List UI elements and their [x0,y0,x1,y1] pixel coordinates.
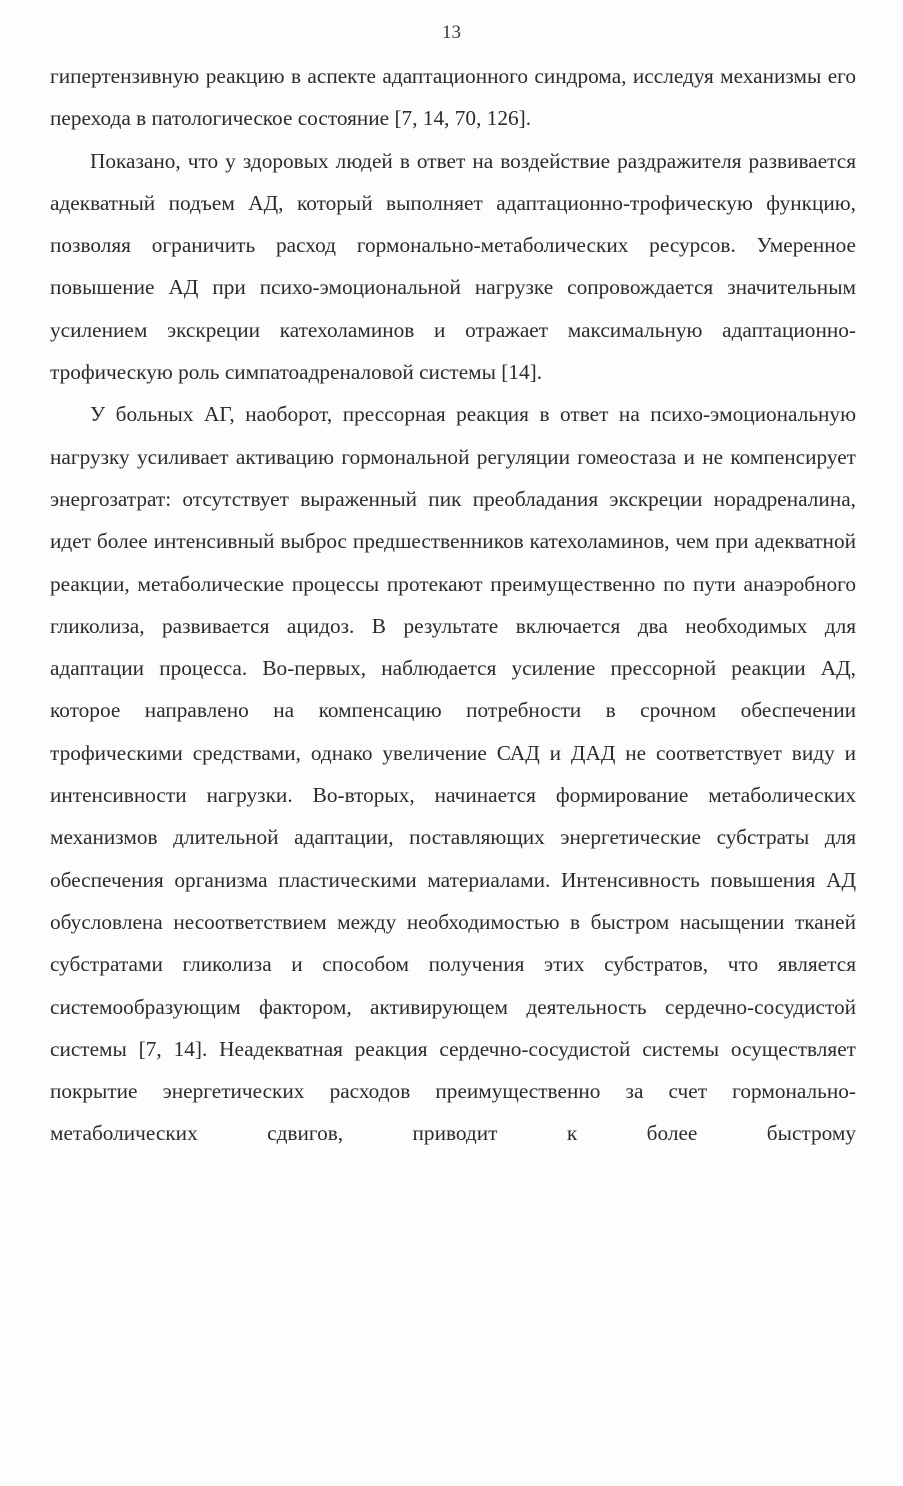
paragraph-hypertension-response: У больных АГ, наоборот, прессорная реакция в ответ на психо-эмоциональную нагрузку усиливает активацию гормональной регуляции гомеостаза и не компенсирует энергозатрат: отсутствует выраженный пик преобладания экскреции норадреналина, идет более интенсивный выброс предшественников катехоламинов, чем при адекватной реакции, метаболические процессы протекают преимущественно по пути анаэробного гликолиза, развивается ацидоз. В результате включается два необходимых для адаптации процесса. Во-первых, наблюдается усиление прессорной реакции АД, которое направлено на компенсацию потребности в срочном обеспечении трофическими средствами, однако увеличение САД и ДАД не соответствует виду и интенсивности нагрузки. Во-вторых, начинается формирование метаболических механизмов длительной адаптации, поставляющих энергетические субстраты для обеспечения организма пластическими материалами. Интенсивность повышения АД обусловлена несоответствием между необходимостью в быстром насыщении тканей субстратами гликолиза и способом получения этих субстратов, что является системообразующим фактором, активирующем деятельность сердечно-сосудистой системы [7, 14]. Неадекватная реакция сердечно-сосудистой системы осуществляет покрытие энергетических расходов преимущественно за счет гормонально-метаболических сдвигов, приводит к более быстрому [50,402,856,1146]
paragraph-healthy-response: Показано, что у здоровых людей в ответ на воздействие раздражителя развивается адекватный подъем АД, который выполняет адаптационно-трофическую функцию, позволяя ограничить расход гормонально-метаболических ресурсов. Умеренное повышение АД при психо-эмоциональной нагрузке сопровождается значительным усилением экскреции катехоламинов и отражает максимальную адаптационно-трофическую роль симпатоадреналовой системы [14]. [50,148,856,385]
page-number: 13 [442,22,461,43]
paragraph-continuation: гипертензивную реакцию в аспекте адаптационного синдрома, исследуя механизмы его перехода в патологическое состояние [7, 14, 70, 126]. [50,64,856,131]
body-text [50,55,856,1155]
